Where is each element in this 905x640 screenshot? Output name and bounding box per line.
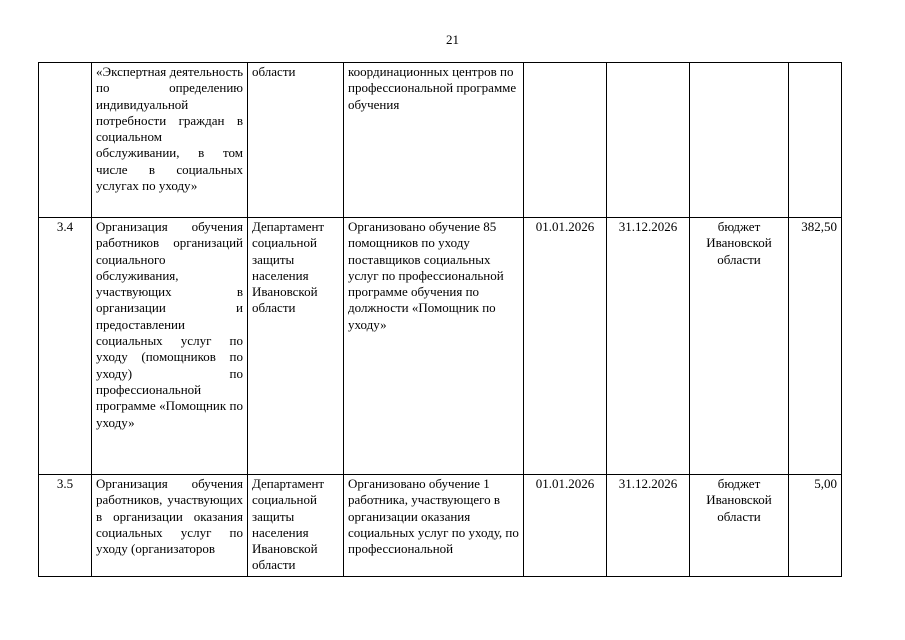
row-number-cell: 3.5 <box>39 475 92 577</box>
end-date-cell: 31.12.2026 <box>607 475 690 577</box>
end-date-cell: 31.12.2026 <box>607 218 690 475</box>
page-number: 21 <box>446 32 459 47</box>
amount-cell: 5,00 <box>789 475 842 577</box>
funding-source-cell: бюджет Ивановской области <box>690 475 789 577</box>
activity-name-cell <box>92 218 248 475</box>
result-cell: Организовано обучение 1 работника, участвующего в организации оказания социальных услуг по уходу, по профессиональной <box>344 475 524 577</box>
table-row <box>39 63 842 218</box>
end-date-cell <box>607 63 690 218</box>
table-row <box>39 475 842 577</box>
result-cell: Организовано обучение 85 помощников по уходу поставщиков социальных услуг по профессиональной программе обучения по должности «Помощник по уходу» <box>344 218 524 475</box>
funding-source-cell <box>690 63 789 218</box>
activity-name: «Экспертная деятельность по определению индивидуальной потребности граждан в социальном обслуживании, в том числе в социальных услугах по уходу» <box>96 64 243 194</box>
row-number-cell <box>39 63 92 218</box>
activity-name: Организация обучения работников организаций социального обслуживания, участвующих в организации и предоставлении социальных услуг по уходу (помощников по уходу) по профессиональной программе «Помощник по уходу» <box>96 219 243 430</box>
start-date-cell: 01.01.2026 <box>524 218 607 475</box>
start-date-cell <box>524 63 607 218</box>
executor-cell: Департамент социальной защиты населения Ивановской области <box>248 218 344 475</box>
executor-cell: области <box>248 63 344 218</box>
activity-name: Организация обучения работников, участвующих в организации оказания социальных услуг по уходу (организаторов <box>96 476 243 557</box>
table-row <box>39 218 842 475</box>
amount-cell <box>789 63 842 218</box>
row-number-cell: 3.4 <box>39 218 92 475</box>
start-date-cell: 01.01.2026 <box>524 475 607 577</box>
activity-name-cell <box>92 63 248 218</box>
executor-cell: Департамент социальной защиты населения Ивановской области <box>248 475 344 577</box>
result-cell: координационных центров по профессиональной программе обучения <box>344 63 524 218</box>
activities-table <box>38 62 842 577</box>
activity-name-cell <box>92 475 248 577</box>
funding-source-cell: бюджет Ивановской области <box>690 218 789 475</box>
amount-cell: 382,50 <box>789 218 842 475</box>
